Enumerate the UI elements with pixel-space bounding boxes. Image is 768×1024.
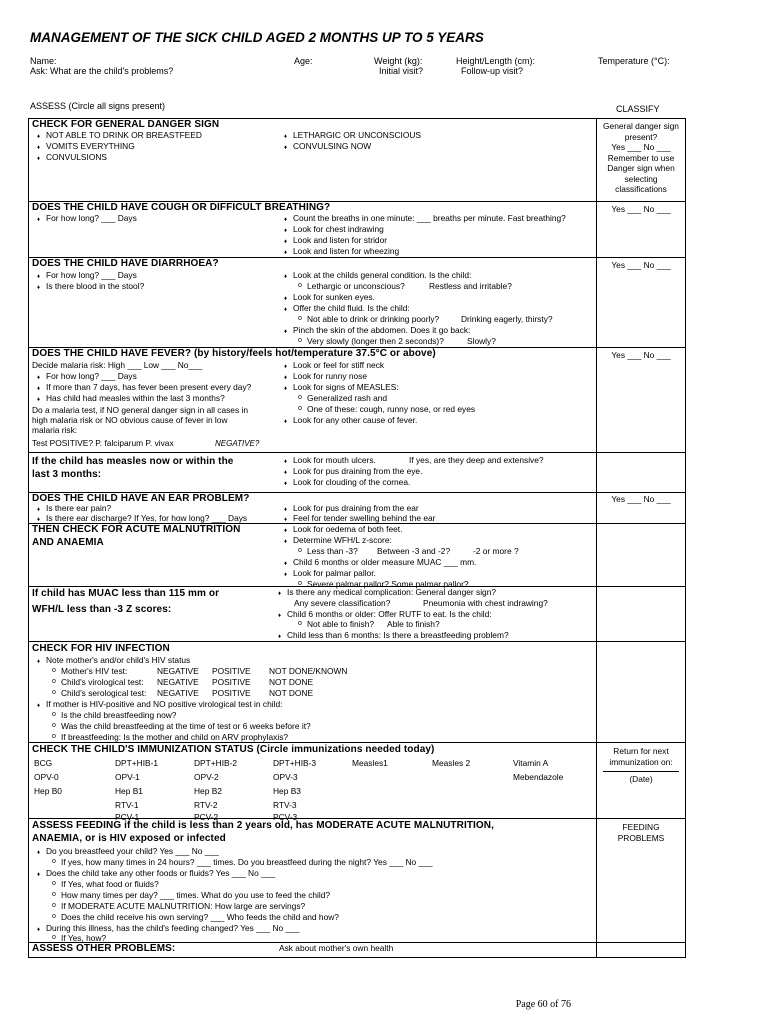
imm-hepb2: Hep B2: [194, 786, 222, 796]
imm-vitamin-a: Vitamin A: [513, 758, 549, 768]
malnutrition-title-1: THEN CHECK FOR ACUTE MALNUTRITION: [32, 524, 241, 535]
diarrhoea-r1: ♦ Look at the childs general condition. Is the child:: [293, 270, 471, 281]
assessment-table: [28, 118, 686, 958]
cough-right-2: ♦ Look for chest indrawing: [293, 224, 384, 235]
imm-pcv2: PCV-2: [194, 812, 219, 822]
other-problems-text: Ask about mother's own health: [279, 943, 394, 953]
diarrhoea-r1b: Restless and irritable?: [429, 281, 512, 291]
malaria-negative: NEGATIVE?: [215, 439, 260, 448]
imm-opv0: OPV-0: [34, 772, 59, 782]
diarrhoea-r1a: o Lethargic or unconscious?: [307, 281, 405, 292]
diarrhoea-r3b: Drinking eagerly, thirsty?: [461, 314, 553, 324]
ear-yesno: Yes ___ No ___: [611, 494, 671, 504]
danger-left-3: ♦ CONVULSIONS: [46, 152, 107, 163]
feeding-title-1: ASSESS FEEDING if the child is less than 2 years old, has MODERATE ACUTE MALNUTRITION,: [32, 820, 495, 831]
malnutrition-r3: ♦ Child 6 months or older measure MUAC ___ mm.: [293, 557, 476, 568]
immunization-classify: Return for next immunization on:: [609, 746, 673, 767]
diarrhoea-title: DOES THE CHILD HAVE DIARRHOEA?: [32, 258, 219, 269]
cough-right-1: ♦ Count the breaths in one minute: ___ breaths per minute. Fast breathing?: [293, 213, 566, 224]
malnutrition-r2a: o Less than -3?: [307, 546, 358, 557]
initial-visit-label: Initial visit?: [379, 66, 424, 76]
feeding-l2: ♦ Does the child take any other foods or fluids? Yes ___ No ___: [46, 868, 275, 879]
imm-dpt1: DPT+HIB-1: [115, 758, 159, 768]
imm-rtv3: RTV-3: [273, 800, 297, 810]
cough-title: DOES THE CHILD HAVE COUGH OR DIFFICULT BREATHING?: [32, 202, 331, 213]
fever-right-1: ♦ Look or feel for stiff neck: [293, 360, 384, 371]
age-label: Age:: [294, 56, 313, 66]
hiv-mother-negative: NEGATIVE: [157, 666, 199, 676]
hiv-sub-2: o Was the child breastfeeding at the time of test or 6 weeks before it?: [61, 721, 311, 732]
muac-title-1: If child has MUAC less than 115 mm or: [32, 588, 220, 599]
ear-right-2: ♦ Feel for tender swelling behind the ear: [293, 513, 435, 524]
hiv-title: CHECK FOR HIV INFECTION: [32, 643, 170, 654]
other-problems-section: [29, 942, 685, 957]
measles-r2: ♦ Look for pus draining from the eye.: [293, 466, 422, 477]
cough-right-3: ♦ Look and listen for stridor: [293, 235, 387, 246]
muac-r2a: o Not able to finish?: [307, 619, 374, 630]
malaria-test-note-2: high malaria risk or NO obvious cause of fever in low: [32, 415, 228, 425]
cough-right-4: ♦ Look and listen for wheezing: [293, 246, 399, 257]
imm-rtv1: RTV-1: [115, 800, 139, 810]
danger-left-2: ♦ VOMITS EVERYTHING: [46, 141, 135, 152]
cough-left-1: ♦ For how long? ___ Days: [46, 213, 137, 224]
danger-left-1: ♦ NOT ABLE TO DRINK OR BREASTFEED: [46, 130, 202, 141]
ear-title: DOES THE CHILD HAVE AN EAR PROBLEM?: [32, 493, 250, 504]
hiv-virological-notdone: NOT DONE: [269, 677, 314, 687]
malnutrition-r2b: Between -3 and -2?: [377, 546, 451, 556]
ask-label: Ask: What are the child's problems?: [30, 66, 174, 76]
malnutrition-r2c: -2 or more ?: [473, 546, 519, 556]
feeding-l1: ♦ Do you breastfeed your child? Yes ___ No ___: [46, 846, 219, 857]
imm-hepb0: Hep B0: [34, 786, 62, 796]
fever-right-3: ♦ Look for signs of MEASLES:: [293, 382, 399, 393]
ear-left-1: ♦ Is there ear pain?: [46, 503, 111, 514]
immunization-title: CHECK THE CHILD'S IMMUNIZATION STATUS (Circle immunizations needed today): [32, 744, 435, 755]
diarrhoea-yesno: Yes ___ No ___: [611, 260, 671, 270]
return-date-line: [603, 771, 679, 772]
malaria-test-result: Test POSITIVE? P. falciparum P. vivax: [32, 438, 174, 448]
danger-right-2: ♦ CONVULSING NOW: [293, 141, 371, 152]
cough-section: [29, 201, 685, 257]
fever-left-1: ♦ For how long? ___ Days: [46, 371, 137, 382]
imm-bcg: BCG: [34, 758, 53, 768]
hiv-note: ♦ Note mother's and/or child's HIV status: [46, 655, 190, 666]
malaria-test-note-3: malaria risk:: [32, 425, 78, 435]
assess-label: ASSESS (Circle all signs present): [30, 101, 166, 111]
followup-visit-label: Follow-up visit?: [461, 66, 524, 76]
fever-title: DOES THE CHILD HAVE FEVER? (by history/feels hot/temperature 37.5°C or above): [32, 348, 436, 359]
muac-r3: ♦ Child less than 6 months: Is there a breastfeeding problem?: [287, 630, 509, 641]
malnutrition-r4a: o Severe palmar pallor? Some palmar pallor?: [307, 579, 469, 590]
malnutrition-title-2: AND ANAEMIA: [32, 537, 104, 548]
fever-right-last: ♦ Look for any other cause of fever.: [293, 415, 417, 426]
page-number: Page 60 of 76: [515, 999, 571, 1010]
feeding-l3: ♦ During this illness, has the child's feeding changed? Yes ___ No ___: [46, 923, 300, 934]
imm-pcv1: PCV-1: [115, 812, 140, 822]
hiv-sub-3: o If breastfeeding: Is the mother and child on ARV prophylaxis?: [61, 732, 288, 743]
measles-sign-1: o Generalized rash and: [307, 393, 387, 404]
muac-r1a: Any severe classification?: [294, 598, 391, 608]
diarrhoea-r4b: Slowly?: [467, 336, 496, 346]
diarrhoea-r3a: o Not able to drink or drinking poorly?: [307, 314, 439, 325]
page-title: MANAGEMENT OF THE SICK CHILD AGED 2 MONTHS UP TO 5 YEARS: [30, 30, 484, 45]
hiv-serological-positive: POSITIVE: [212, 688, 251, 698]
hiv-mother-notdone: NOT DONE/KNOWN: [269, 666, 348, 676]
hiv-sub-1: o Is the child breastfeeding now?: [61, 710, 176, 721]
height-label: Height/Length (cm):: [456, 56, 536, 66]
hiv-virological-positive: POSITIVE: [212, 677, 251, 687]
muac-r1: ♦ Is there any medical complication: General danger sign?: [287, 587, 496, 598]
danger-sign-section: [29, 119, 685, 201]
measles-title-2: last 3 months:: [32, 469, 102, 480]
malaria-test-note-1: Do a malaria test, if NO general danger sign in all cases in: [32, 405, 248, 415]
malnutrition-r1: ♦ Look for oedema of both feet.: [293, 524, 402, 535]
measles-r3: ♦ Look for clouding of the cornea.: [293, 477, 410, 488]
feeding-classify: FEEDING PROBLEMS: [617, 822, 665, 843]
measles-section: [29, 452, 685, 492]
diarrhoea-section: [29, 257, 685, 347]
imm-hepb1: Hep B1: [115, 786, 143, 796]
malnutrition-r4: ♦ Look for palmar pallor.: [293, 568, 376, 579]
feeding-section: [29, 818, 685, 942]
imm-measles2: Measles 2: [432, 758, 471, 768]
imm-opv3: OPV-3: [273, 772, 298, 782]
imm-pcv3: PCV-3: [273, 812, 298, 822]
feeding-title-2: ANAEMIA, or is HIV exposed or infected: [32, 833, 226, 844]
imm-mebendazole: Mebendazole: [513, 772, 564, 782]
hiv-if-mother: ♦ If mother is HIV-positive and NO positive virological test in child:: [46, 699, 282, 710]
imm-dpt3: DPT+HIB-3: [273, 758, 317, 768]
danger-sign-title: CHECK FOR GENERAL DANGER SIGN: [32, 119, 220, 130]
hiv-virological-negative: NEGATIVE: [157, 677, 199, 687]
feeding-l3a: o If Yes, how?: [61, 933, 106, 944]
fever-yesno: Yes ___ No ___: [611, 350, 671, 360]
diarrhoea-left-2: ♦ Is there blood in the stool?: [46, 281, 144, 292]
ear-section: [29, 492, 685, 523]
measles-sign-2: o One of these: cough, runny nose, or red eyes: [307, 404, 475, 415]
imm-opv1: OPV-1: [115, 772, 140, 782]
muac-r1b: Pneumonia with chest indrawing?: [423, 598, 548, 608]
diarrhoea-r3: ♦ Offer the child fluid. Is the child:: [293, 303, 410, 314]
ear-right-1: ♦ Look for pus draining from the ear: [293, 503, 419, 514]
temperature-label: Temperature (°C):: [598, 56, 670, 66]
diarrhoea-r4a: o Very slowly (longer then 2 seconds)?: [307, 336, 444, 347]
feeding-l2-sub-1: o If Yes, what food or fluids?: [61, 879, 159, 890]
fever-left-3: ♦ Has child had measles within the last 3 months?: [46, 393, 225, 404]
hiv-serological-label: o Child's serological test:: [61, 688, 146, 699]
malnutrition-r2: ♦ Determine WFH/L z-score:: [293, 535, 392, 546]
feeding-l2-sub-4: o Does the child receive his own serving? ___ Who feeds the child and how?: [61, 912, 339, 923]
measles-r1: ♦ Look for mouth ulcers.: [293, 455, 376, 466]
hiv-serological-negative: NEGATIVE: [157, 688, 199, 698]
muac-section: [29, 586, 685, 641]
classify-label: CLASSIFY: [616, 104, 660, 114]
immunization-section: [29, 742, 685, 822]
danger-right-1: ♦ LETHARGIC OR UNCONSCIOUS: [293, 130, 421, 141]
feeding-l1a: o If yes, how many times in 24 hours? ___ times. Do you breastfeed during the night? Yes ___ No ___: [61, 857, 433, 868]
imm-measles1: Measles1: [352, 758, 388, 768]
measles-r1b: If yes, are they deep and extensive?: [409, 455, 544, 465]
name-label: Name:: [30, 56, 57, 66]
fever-section: [29, 347, 685, 452]
diarrhoea-left-1: ♦ For how long? ___ Days: [46, 270, 137, 281]
hiv-serological-notdone: NOT DONE: [269, 688, 314, 698]
feeding-l2-sub-3: o If MODERATE ACUTE MALNUTRITION: How large are servings?: [61, 901, 305, 912]
malaria-risk: Decide malaria risk: High ___ Low ___ No___: [32, 360, 203, 370]
muac-r2b: Able to finish?: [387, 619, 440, 629]
weight-label: Weight (kg):: [374, 56, 423, 66]
danger-classify: General danger sign present? Yes ___ No ___ Remember to use Danger sign when selecting classifications: [603, 121, 679, 194]
fever-left-2: ♦ If more than 7 days, has fever been present every day?: [46, 382, 251, 393]
hiv-mother-positive: POSITIVE: [212, 666, 251, 676]
imm-hepb3: Hep B3: [273, 786, 301, 796]
imm-rtv2: RTV-2: [194, 800, 218, 810]
hiv-virological-label: o Child's virological test:: [61, 677, 144, 688]
diarrhoea-r2: ♦ Look for sunken eyes.: [293, 292, 375, 303]
muac-title-2: WFH/L less than -3 Z scores:: [32, 604, 172, 615]
imm-opv2: OPV-2: [194, 772, 219, 782]
muac-r2: ♦ Child 6 months or older: Offer RUTF to eat. Is the child:: [287, 609, 492, 620]
fever-right-2: ♦ Look for runny nose: [293, 371, 367, 382]
ear-left-2: ♦ Is there ear discharge? If Yes, for how long? ___ Days: [46, 513, 247, 524]
cough-yesno: Yes ___ No ___: [611, 204, 671, 214]
hiv-mother-label: o Mother's HIV test:: [61, 666, 127, 677]
feeding-l2-sub-2: o How many times per day? ___ times. What do you use to feed the child?: [61, 890, 330, 901]
imm-dpt2: DPT+HIB-2: [194, 758, 238, 768]
diarrhoea-r4: ♦ Pinch the skin of the abdomen. Does it go back:: [293, 325, 470, 336]
other-problems-title: ASSESS OTHER PROBLEMS:: [32, 943, 176, 954]
return-date-label: (Date): [629, 774, 653, 784]
hiv-section: [29, 641, 685, 742]
malnutrition-section: [29, 523, 685, 589]
measles-title-1: If the child has measles now or within the: [32, 456, 234, 467]
